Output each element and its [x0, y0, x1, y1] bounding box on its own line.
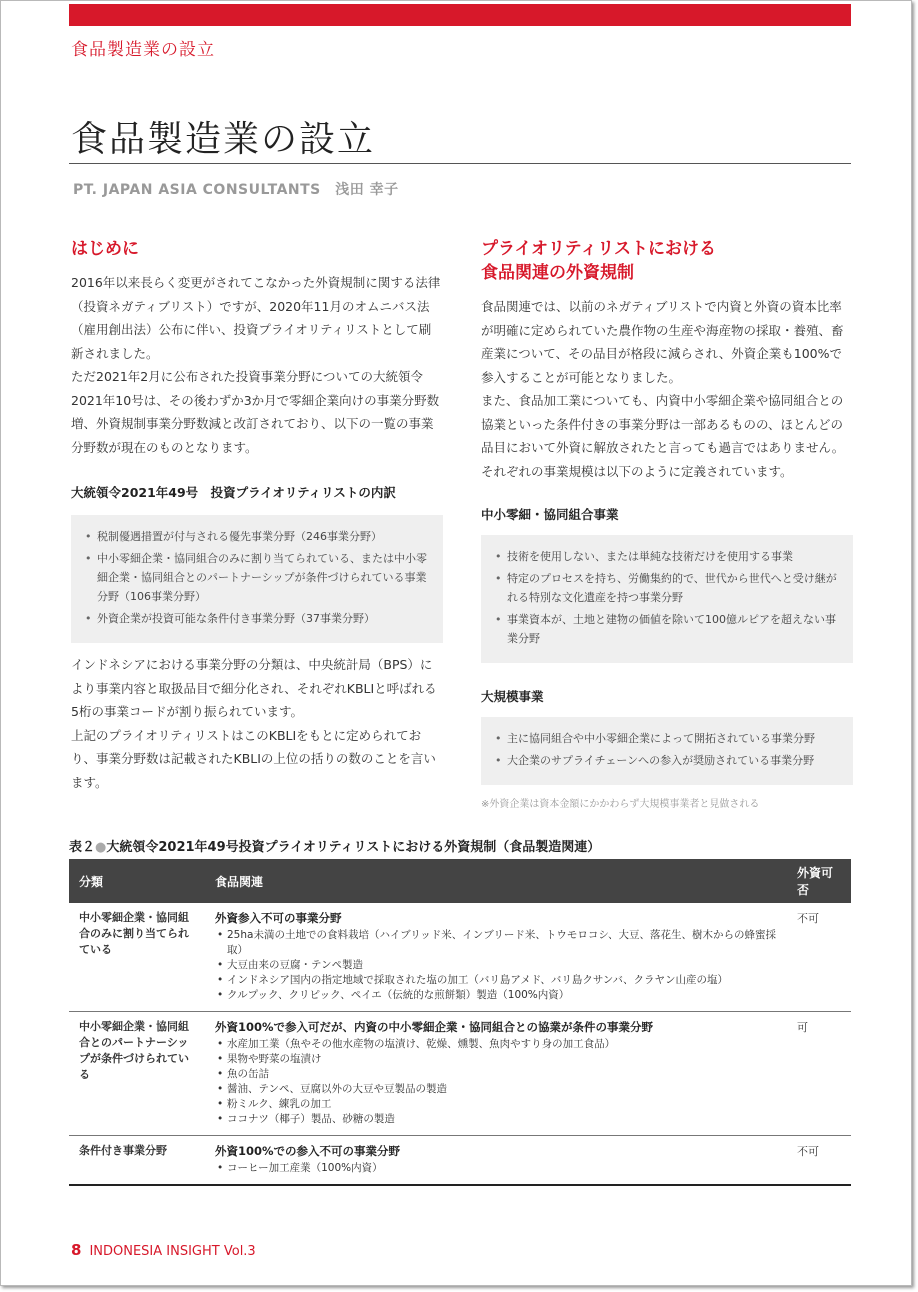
- author-byline: PT. JAPAN ASIA CONSULTANTS 浅田 幸子: [73, 182, 399, 198]
- page-number: 8: [71, 1241, 82, 1259]
- category-cell: 中小零細企業・協同組合とのパートナーシップが条件づけられている: [69, 1012, 205, 1136]
- list-item: • 水産加工業（魚やその他水産物の塩漬け、乾燥、燻製、魚肉やすり身の加工食品）: [215, 1037, 777, 1052]
- list-item: • インドネシア国内の指定地域で採取された塩の加工（バリ島アメド、バリ島クサンバ、クラヤン山産の塩）: [215, 973, 777, 988]
- table-row: [69, 1136, 851, 1186]
- list-item: • 大企業のサプライチェーンへの参入が奨励されている事業分野: [495, 751, 839, 770]
- category-cell: 中小零細企業・協同組合のみに割り当てられている: [69, 903, 205, 1012]
- list-item: • 特定のプロセスを持ち、労働集約的で、世代から世代へと受け継がれる特別な文化遺産を持つ事業分野: [495, 569, 839, 607]
- footnote: ※外資企業は資本金額にかかわらず大規模事業者と見做される: [481, 799, 760, 810]
- intro-paragraph-2: ただ2021年2月に公布された投資事業分野についての大統領令2021年10号は、その後わずか3か月で零細企業向けの事業分野数増、外資規制事業分野数減と改訂されており、以下の一覧の事業分野数が現在のものとなります。: [71, 369, 440, 455]
- column-header: 外資可否: [787, 859, 851, 903]
- availability-cell: 可: [787, 1012, 851, 1136]
- list-item: • クルプック、クリピック、ペイエ（伝統的な煎餅類）製造（100%内資）: [215, 988, 777, 1003]
- section-label: 食品製造業の設立: [71, 40, 215, 60]
- list-item: • 外資企業が投資可能な条件付き事業分野（37事業分野）: [85, 609, 429, 628]
- list-item: • 粉ミルク、練乳の加工: [215, 1097, 777, 1112]
- table-title-text: 大統領令2021年49号投資プライオリティリストにおける外資規制（食品製造関連）: [106, 840, 601, 855]
- list-item: • 大豆由来の豆腐・テンペ製造: [215, 958, 777, 973]
- row-heading: 外資100%での参入不可の事業分野: [215, 1144, 401, 1158]
- kbli-paragraph-2: 上記のプライオリティリストはこのKBLIをもとに定められており、事業分野数は記載されたKBLIの上位の括りの数のことを言います。: [71, 727, 436, 790]
- list-item: • 果物や野菜の塩漬け: [215, 1052, 777, 1067]
- food-cell: [205, 1136, 787, 1186]
- availability-cell: 不可: [787, 903, 851, 1012]
- breakdown-box: [71, 515, 443, 643]
- table-title: [69, 836, 600, 855]
- large-business-box: [481, 717, 853, 785]
- row-heading: 外資参入不可の事業分野: [215, 911, 342, 925]
- list-item: • 中小零細企業・協同組合のみに割り当てられている、または中小零細企業・協同組合とのパートナーシップが条件づけられている事業分野（106事業分野）: [85, 549, 429, 606]
- availability-cell: 不可: [787, 1136, 851, 1186]
- list-item: • 事業資本が、土地と建物の価値を除いて100億ルピアを超えない事業分野: [495, 610, 839, 648]
- list-item: • 主に協同組合や中小零細企業によって開拓されている事業分野: [495, 729, 839, 748]
- food-cell: [205, 1012, 787, 1136]
- breakdown-subheading: 大統領令2021年49号 投資プライオリティリストの内訳: [71, 485, 396, 500]
- intro-heading: はじめに: [71, 239, 139, 259]
- priority-heading-line-2: 食品関連の外資規制: [481, 263, 634, 283]
- list-item: • 醤油、テンペ、豆腐以外の大豆や豆製品の製造: [215, 1082, 777, 1097]
- header-color-bar: [69, 4, 851, 26]
- left-column: [71, 237, 443, 794]
- list-item: • ココナツ（椰子）製品、砂糖の製造: [215, 1112, 777, 1127]
- publication-name: INDONESIA INSIGHT Vol.3: [89, 1244, 256, 1259]
- list-item: • 技術を使用しない、または単純な技術だけを使用する事業: [495, 547, 839, 566]
- bullet-dot-icon: ●: [95, 840, 107, 855]
- priority-heading: [481, 237, 853, 285]
- table-header-row: [69, 859, 851, 903]
- list-item: • コーヒー加工産業（100%内資）: [215, 1161, 777, 1176]
- list-item: • 25ha未満の土地での食料栽培（ハイブリッド米、インブリード米、トウモロコシ、大豆、落花生、樹木からの蜂蜜採取）: [215, 928, 777, 958]
- priority-paragraph-1: 食品関連では、以前のネガティブリストで内資と外資の資本比率が明確に定められていた農作物の生産や海産物の採取・養殖、畜産業について、その品目が格段に減らされ、外資企業も100%で参入することが可能となりました。: [481, 299, 844, 385]
- column-header: 分類: [69, 859, 205, 903]
- category-cell: 条件付き事業分野: [69, 1136, 205, 1186]
- priority-heading-line-1: プライオリティリストにおける: [481, 239, 716, 259]
- title-divider: [69, 163, 851, 164]
- table-row: [69, 903, 851, 1012]
- kbli-paragraph-1: インドネシアにおける事業分野の分類は、中央統計局（BPS）により事業内容と取扱品目で細分化され、それぞれKBLIと呼ばれる5桁の事業コードが割り振られています。: [71, 657, 437, 719]
- sme-box: [481, 535, 853, 663]
- page-footer: [71, 1241, 256, 1259]
- table-number: 表２: [69, 840, 96, 855]
- food-cell: [205, 903, 787, 1012]
- sme-subheading: 中小零細・協同組合事業: [481, 507, 619, 522]
- page-title: 食品製造業の設立: [71, 119, 376, 160]
- right-column: [481, 237, 853, 810]
- list-item: • 税制優遇措置が付与される優先事業分野（246事業分野）: [85, 527, 429, 546]
- large-business-subheading: 大規模事業: [481, 689, 544, 704]
- row-heading: 外資100%で参入可だが、内資の中小零細企業・協同組合との協業が条件の事業分野: [215, 1020, 654, 1034]
- intro-paragraph-1: 2016年以来長らく変更がされてこなかった外資規制に関する法律（投資ネガティブリスト）ですが、2020年11月のオムニバス法（雇用創出法）公布に伴い、投資プライオリティリストとして刷新されました。: [71, 275, 441, 361]
- priority-paragraph-2: また、食品加工業についても、内資中小零細企業や協同組合との協業といった条件付きの事業分野は一部あるものの、ほとんどの品目において外資に解放されたと言っても過言ではありません。それぞれの事業規模は以下のように定義されています。: [481, 393, 845, 479]
- column-header: 食品関連: [205, 859, 787, 903]
- list-item: • 魚の缶詰: [215, 1067, 777, 1082]
- regulation-table: [69, 859, 851, 1186]
- table-row: [69, 1012, 851, 1136]
